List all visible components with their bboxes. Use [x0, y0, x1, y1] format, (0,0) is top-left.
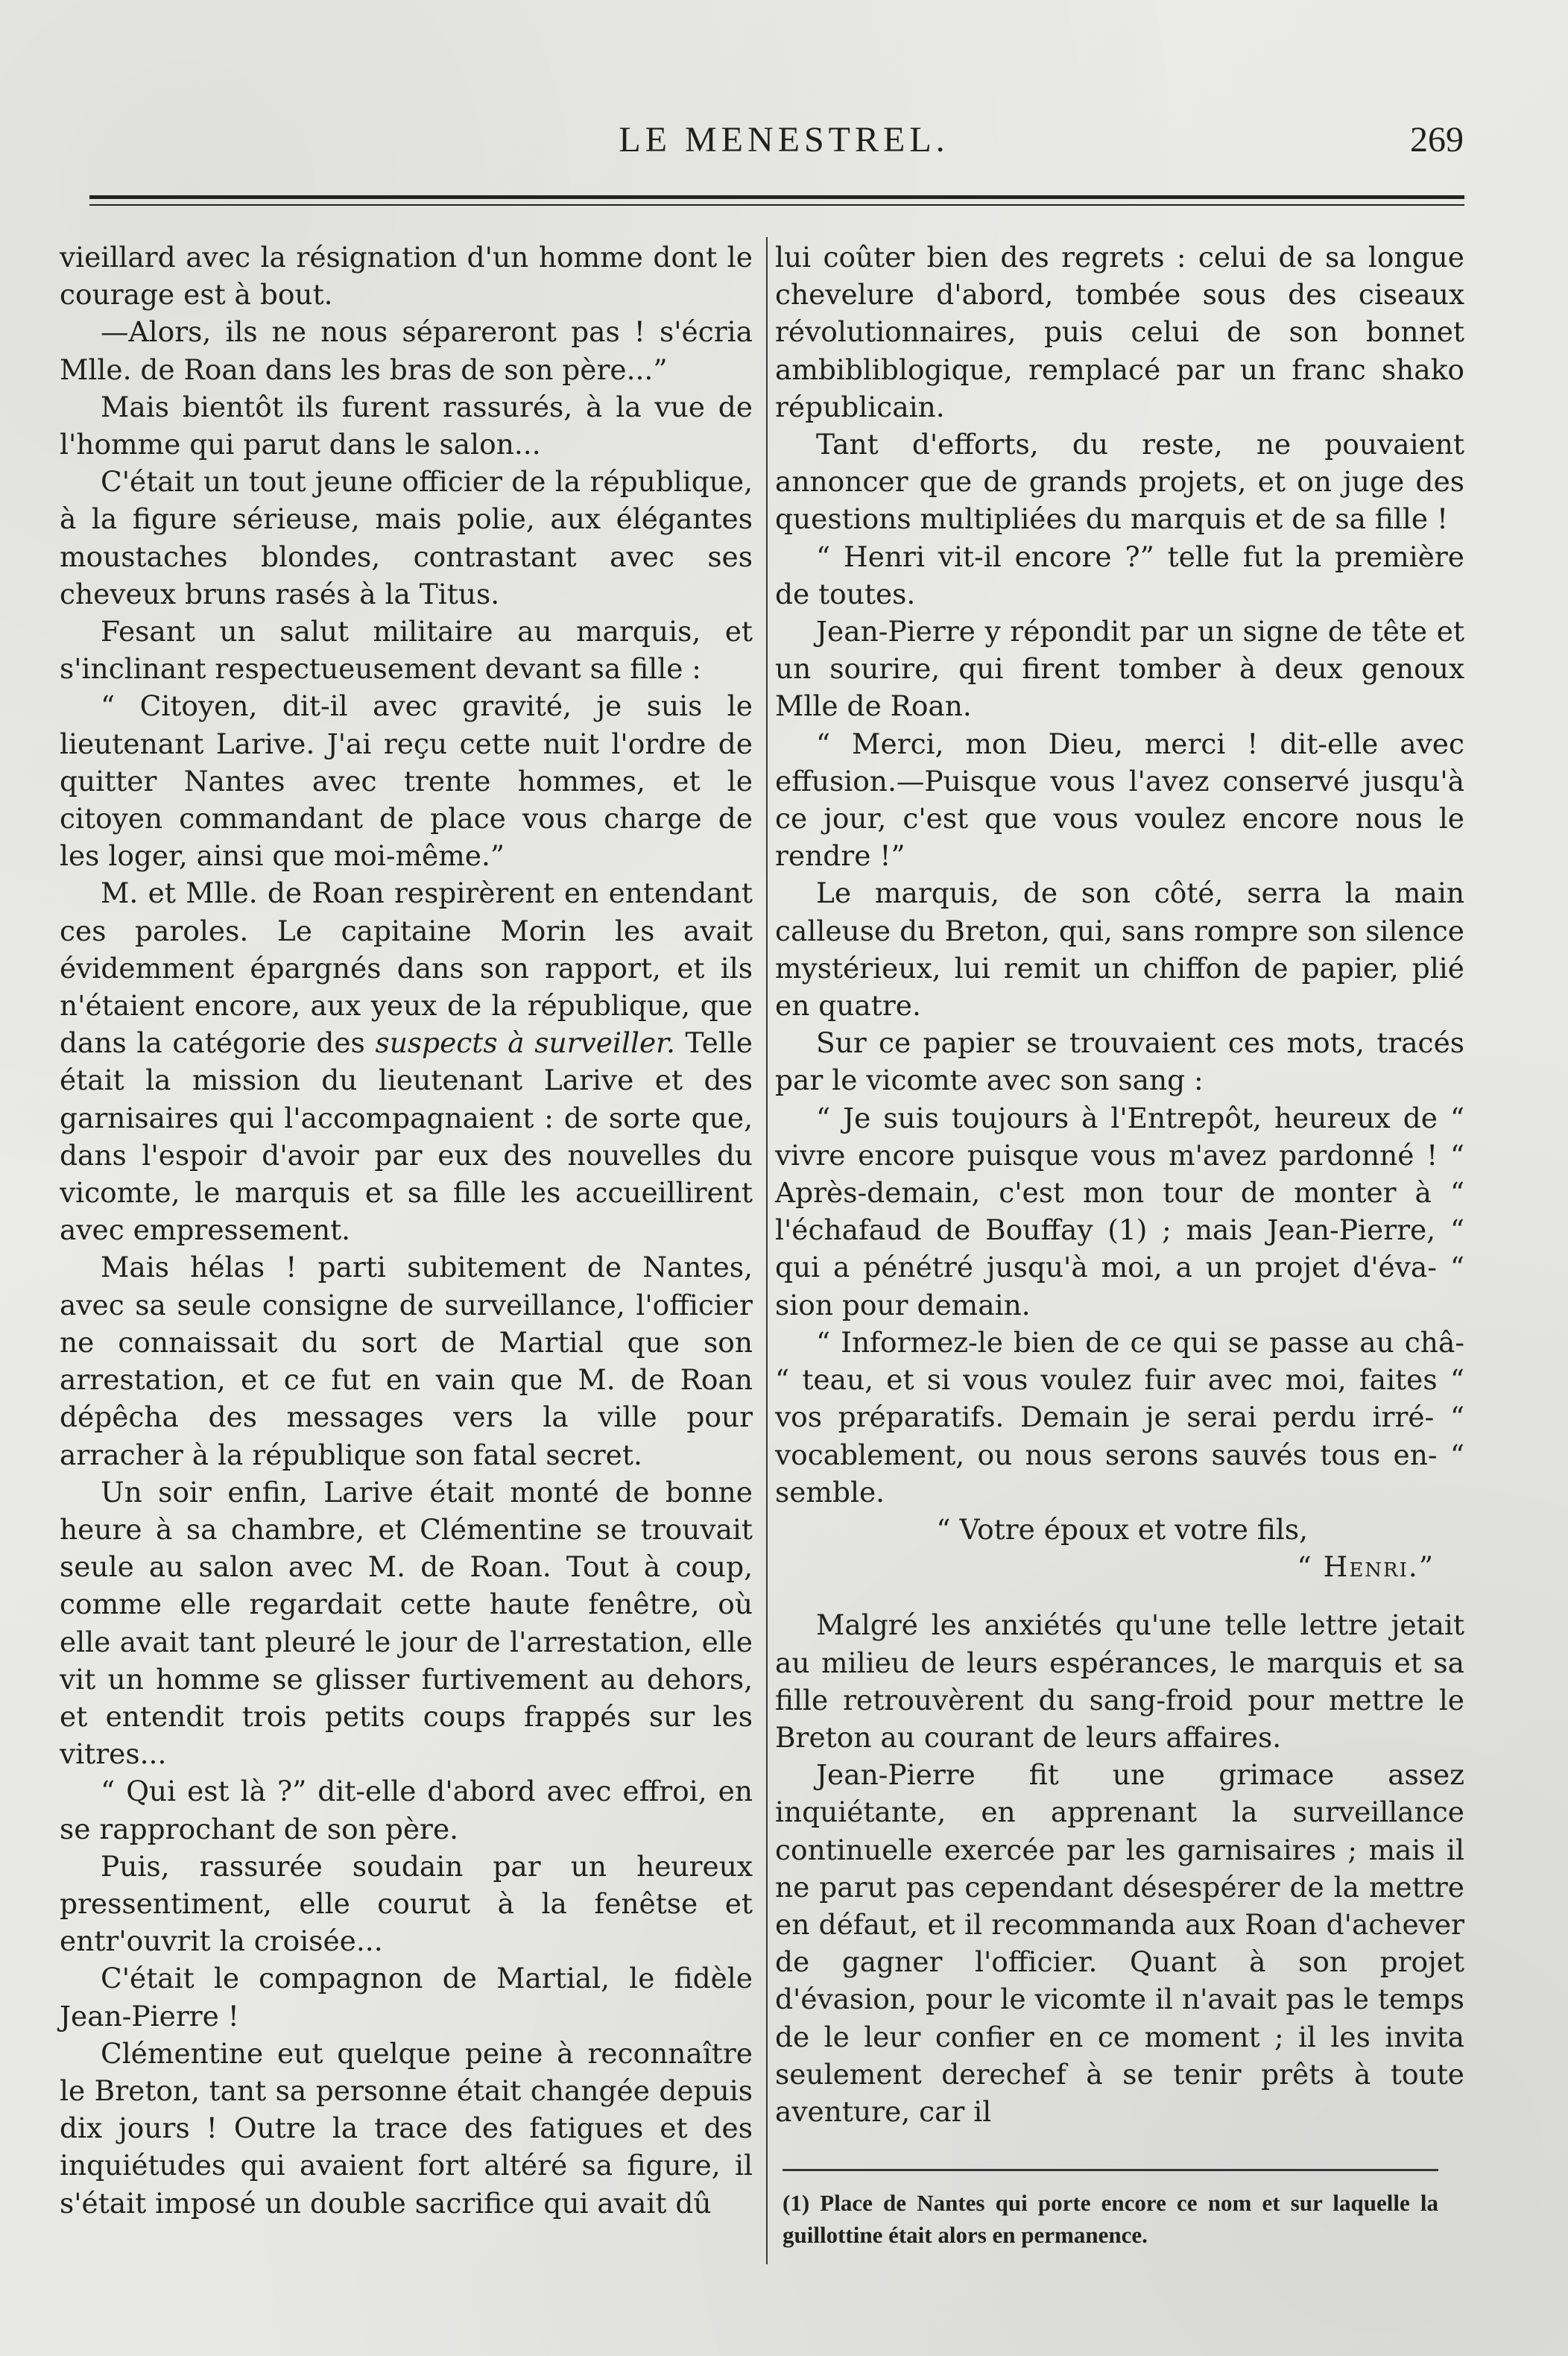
- paragraph: Mais hélas ! parti subitement de Nantes, avec sa seule consigne de surveillance, l'officier ne connaissait du sort de Martial que son arrestation, et ce fut en vain que M. de Roan dépêcha des messages vers la ville pour arracher à la république son fatal secret.: [60, 1251, 753, 1471]
- right-column: [775, 239, 1464, 2130]
- paragraph-text: M. et Mlle. de Roan respirèrent en entendant ces paroles. Le capitaine Morin les avait évidemment épargnés dans son rapport, et ils n'étaient encore, aux yeux de la république, que dans la catégorie des: [60, 877, 753, 1060]
- paragraph: Mais bientôt ils furent rassurés, à la vue de l'homme qui parut dans le salon...: [60, 390, 753, 461]
- paragraph: C'était le compagnon de Martial, le fidèle Jean-Pierre !: [60, 1962, 753, 2033]
- paragraph: lui coûter bien des regrets : celui de sa longue chevelure d'abord, tombée sous des ciseaux révolutionnaires, puis celui de son bonnet ambibliblogique, remplacé par un franc shako républicain.: [775, 241, 1464, 423]
- paragraph: Clémentine eut quelque peine à reconnaître le Breton, tant sa personne était changée depuis dix jours ! Outre la trace des fatigues et des inquiétudes qui avaient fort altéré sa figure, il s'était imposé un double sacrifice qui avait dû: [60, 2036, 753, 2220]
- letter-signoff: “ Votre époux et votre fils,: [936, 1512, 1308, 1546]
- paragraph: Tant d'efforts, du reste, ne pouvaient annoncer que de grands projets, et on juge des questions multipliées du marquis et de sa fille !: [775, 428, 1464, 536]
- paragraph: Jean-Pierre y répondit par un signe de tête et un sourire, qui firent tomber à deux genoux Mlle de Roan.: [775, 615, 1464, 723]
- page-header: [0, 119, 1568, 171]
- paragraph: [60, 874, 753, 1248]
- paragraph: Un soir enfin, Larive était monté de bonne heure à sa chambre, et Clémentine se trouvait seule au salon avec M. de Roan. Tout à coup, comme elle regardait cette haute fenêtre, où elle avait tant pleuré le jour de l'arrestation, elle vit un homme se glisser furtivement au dehors, et entendit trois petits coups frappés sur les vitres...: [60, 1475, 753, 1771]
- paragraph: vieillard avec la résignation d'un homme dont le courage est à bout.: [60, 241, 753, 312]
- paragraph: Sur ce papier se trouvaient ces mots, tracés par le vicomte avec son sang :: [775, 1026, 1464, 1097]
- paragraph: Malgré les anxiétés qu'une telle lettre jetait au milieu de leurs espérances, le marquis et sa fille retrouvèrent du sang-froid pour mettre le Breton au courant de leurs affaires.: [775, 1608, 1464, 1754]
- paragraph: C'était un tout jeune officier de la république, à la figure sérieuse, mais polie, aux élégantes moustaches blondes, contrastant avec ses cheveux bruns rasés à la Titus.: [60, 465, 753, 610]
- italic-phrase: suspects à surveiller.: [375, 1026, 675, 1060]
- footnote-rule: [783, 2169, 1438, 2171]
- column-divider: [766, 237, 768, 2264]
- paragraph: “ Citoyen, dit-il avec gravité, je suis le lieutenant Larive. J'ai reçu cette nuit l'ordre de quitter Nantes avec trente hommes, et le citoyen commandant de place vous charge de les loger, ainsi que moi-même.”: [60, 689, 753, 873]
- masthead-title: LE MENESTREL.: [619, 120, 949, 160]
- paragraph: “ Merci, mon Dieu, merci ! dit-elle avec effusion.—Puisque vous l'avez conservé jusqu'à ce jour, c'est que vous voulez encore nous le rendre !”: [775, 727, 1464, 873]
- letter-paragraph: “ Je suis toujours à l'Entrepôt, heureux de “ vivre encore puisque vous m'avez pardonné ! “ Après-demain, c'est mon tour de monter à “ l'échafaud de Bouffay (1) ; mais Jean-Pierre, “ qui a pénétré jusqu'à moi, a un projet d'éva- “ sion pour demain.: [775, 1101, 1464, 1321]
- header-rule-thin: [89, 204, 1464, 206]
- paragraph: —Alors, ils ne nous sépareront pas ! s'écria Mlle. de Roan dans les bras de son père...”: [60, 315, 753, 386]
- letter-paragraph: “ Informez-le bien de ce qui se passe au châ- “ teau, et si vous voulez fuir avec moi, faites “ vos préparatifs. Demain je serai perdu irré- “ vocablement, ou nous serons sauvés tous en- “ semble.: [775, 1325, 1464, 1509]
- paragraph: Fesant un salut militaire au marquis, et s'inclinant respectueusement devant sa fille :: [60, 615, 753, 686]
- paragraph: Puis, rassurée soudain par un heureux pressentiment, elle courut à la fenêtse et entr'ouvrit la croisée...: [60, 1849, 753, 1958]
- left-column: [60, 239, 753, 2222]
- footnote: (1) Place de Nantes qui porte encore ce nom et sur laquelle la guillottine était alors en permanence.: [783, 2190, 1438, 2248]
- page-number: 269: [1410, 120, 1464, 160]
- paragraph: “ Qui est là ?” dit-elle d'abord avec effroi, en se rapprochant de son père.: [60, 1775, 753, 1845]
- paragraph: Le marquis, de son côté, serra la main calleuse du Breton, qui, sans rompre son silence mystérieux, lui remit un chiffon de papier, plié en quatre.: [775, 877, 1464, 1023]
- paragraph: Jean-Pierre fit une grimace assez inquiétante, en apprenant la surveillance continuelle exercée par les garnisaires ; mais il ne parut pas cependant désespérer de la mettre en défaut, et il recommanda aux Roan d'achever de gagner l'officier. Quant à son projet d'évasion, pour le vicomte il n'avait pas le temps de le leur confier en ce moment ; il les invita seulement derechef à se tenir prêts à toute aventure, car il: [775, 1758, 1464, 2128]
- spacer: [775, 1585, 1464, 1606]
- letter-signature: “ Henri.”: [1297, 1550, 1435, 1584]
- header-rule-thick: [89, 195, 1464, 199]
- paragraph: “ Henri vit-il encore ?” telle fut la première de toutes.: [775, 540, 1464, 610]
- paragraph-text: Telle était la mission du lieutenant Larive et des garnisaires qui l'accompagnaient : de sorte que, dans l'espoir d'avoir par eux des nouvelles du vicomte, le marquis et sa fille les accueillirent avec empressement.: [60, 1026, 753, 1247]
